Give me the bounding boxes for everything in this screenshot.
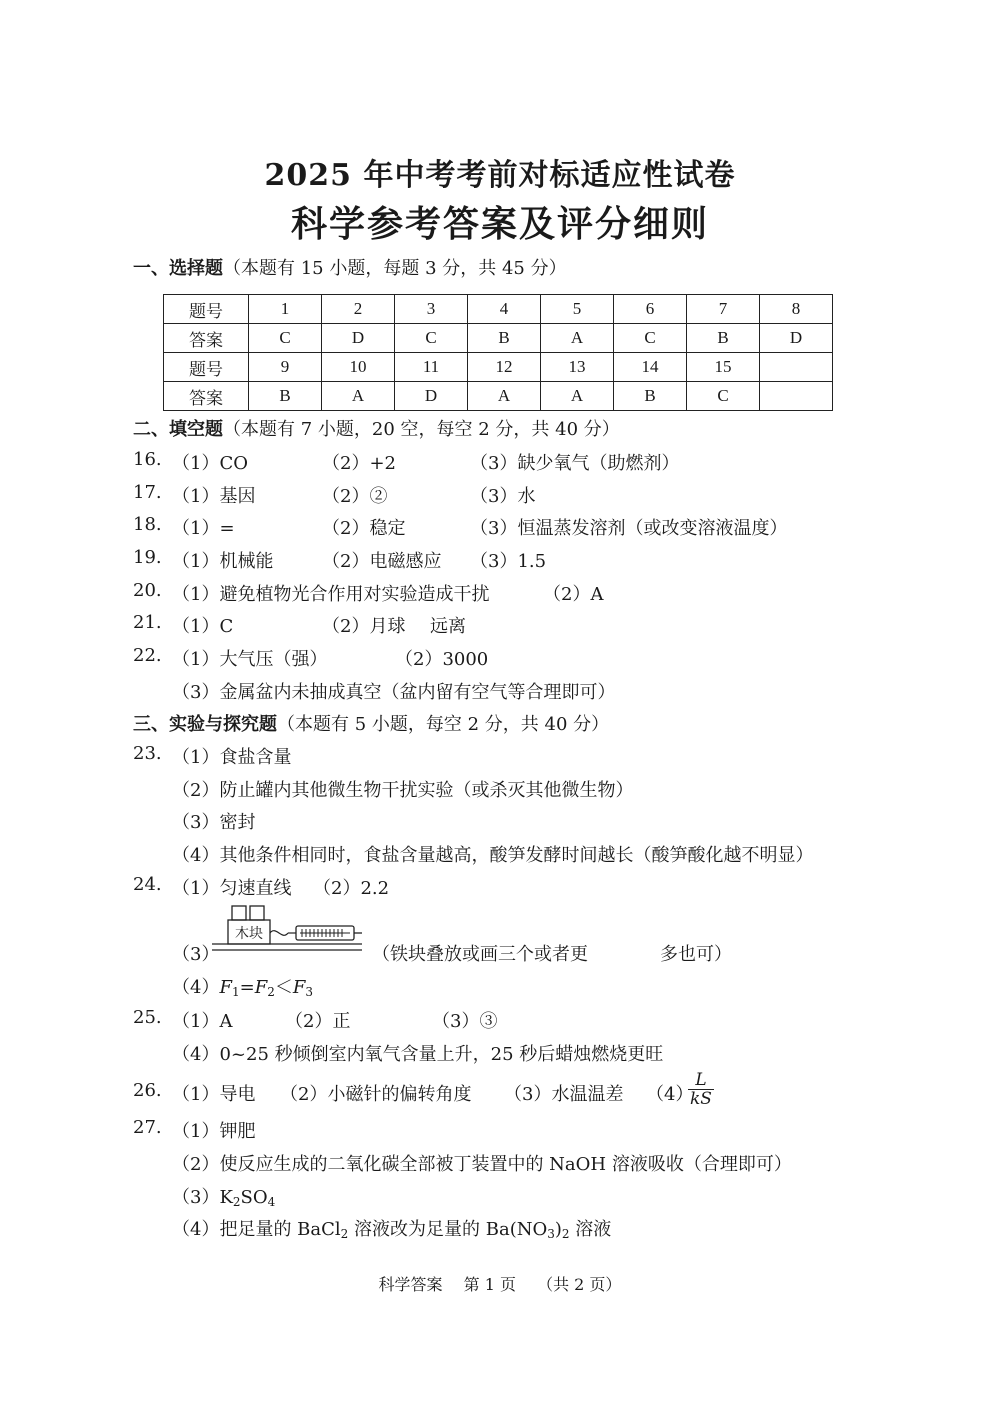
iron-block-1	[232, 906, 246, 920]
formula-part: 溶液改为足量的 Ba(NO	[348, 1219, 548, 1240]
section-fill-heading	[133, 415, 620, 441]
answer-part: （3）密封	[172, 812, 256, 833]
force-symbol: F	[292, 977, 306, 998]
subscript: 2	[561, 1227, 570, 1241]
question-number: 21.	[133, 612, 162, 633]
table-cell: C	[395, 324, 468, 353]
table-row	[164, 382, 833, 411]
table-cell	[760, 353, 833, 382]
answer-part: （1）C	[172, 616, 234, 637]
table-cell: A	[541, 324, 614, 353]
subscript: 4	[267, 1195, 276, 1209]
answer-part: （1）A	[172, 1011, 233, 1032]
table-cell: 答案	[164, 324, 249, 353]
question-number: 23.	[133, 743, 162, 764]
answer-part: （3）金属盆内未抽成真空（盆内留有空气等合理即可）	[172, 682, 616, 703]
table-cell: B	[468, 324, 541, 353]
answer-part: （3）水温温差	[504, 1084, 624, 1105]
question-number: 16.	[133, 449, 162, 470]
section-note: （本题有 5 小题，每空 2 分，共 40 分）	[277, 714, 610, 735]
subscript: 1	[231, 985, 240, 999]
answer-part: （1）=	[172, 518, 235, 539]
answer-part: （2）电磁感应	[322, 551, 442, 572]
answer-note: （铁块叠放或画三个或者更	[372, 944, 588, 965]
answer-part: （1）匀速直线	[172, 878, 292, 899]
equals-sign: =	[239, 977, 255, 998]
table-cell: 13	[541, 353, 614, 382]
answer-part: （1）钾肥	[172, 1121, 256, 1142]
answer-part: （2）使反应生成的二氧化碳全部被丁装置中的 NaOH 溶液吸收（合理即可）	[172, 1154, 792, 1175]
question-number: 17.	[133, 482, 162, 503]
table-cell: B	[249, 382, 322, 411]
question-number: 19.	[133, 547, 162, 568]
table-cell: 1	[249, 295, 322, 324]
table-cell: 15	[687, 353, 760, 382]
answer-part: （4）其他条件相同时，食盐含量越高，酸笋发酵时间越长（酸笋酸化越不明显）	[172, 845, 814, 866]
answer-key-title: 科学参考答案及评分细则	[290, 203, 709, 245]
section-note: （本题有 7 小题，20 空，每空 2 分，共 40 分）	[223, 419, 620, 440]
table-row	[164, 324, 833, 353]
answer-part: （2）②	[322, 486, 388, 507]
answer-part: （2）+2	[322, 453, 396, 474]
choice-answer-table	[163, 294, 833, 411]
string-hook	[270, 931, 288, 936]
answer-part: （1）导电	[172, 1084, 256, 1105]
table-cell: B	[614, 382, 687, 411]
table-cell: 题号	[164, 353, 249, 382]
fraction-l-over-ks	[688, 1071, 714, 1108]
table-cell: 6	[614, 295, 687, 324]
question-number: 26.	[133, 1080, 162, 1101]
table-cell: D	[395, 382, 468, 411]
scale-ticks	[300, 929, 350, 937]
table-cell: 答案	[164, 382, 249, 411]
formula-part: SO	[240, 1187, 268, 1208]
subscript: 2	[340, 1227, 349, 1241]
force-symbol: F	[254, 977, 268, 998]
force-symbol: F	[219, 977, 232, 998]
answer-part: （1）避免植物光合作用对实验造成干扰	[172, 584, 490, 605]
answer-part: （1）大气压（强）	[172, 649, 328, 670]
section-label: 三、实验与探究题	[133, 714, 277, 735]
answer-part: （3）缺少氧气（助燃剂）	[470, 453, 680, 474]
table-cell: A	[468, 382, 541, 411]
answer-part	[172, 973, 313, 999]
table-cell: D	[760, 324, 833, 353]
iron-block-2	[250, 906, 264, 920]
question-number: 20.	[133, 580, 162, 601]
formula-part: )	[554, 1219, 562, 1240]
table-cell: C	[249, 324, 322, 353]
table-cell: 8	[760, 295, 833, 324]
answer-part: （2）防止罐内其他微生物干扰实验（或杀灭其他微生物）	[172, 780, 634, 801]
question-number: 18.	[133, 514, 162, 535]
table-cell: A	[322, 382, 395, 411]
table-cell: A	[541, 382, 614, 411]
answer-part: （4）0~25 秒倾倒室内氧气含量上升，25 秒后蜡烛燃烧更旺	[172, 1044, 664, 1065]
subscript: 3	[305, 985, 313, 999]
block-spring-diagram	[212, 903, 362, 961]
table-cell: 14	[614, 353, 687, 382]
question-number: 22.	[133, 645, 162, 666]
subscript: 2	[232, 1195, 241, 1209]
section-label: 二、填空题	[133, 419, 223, 440]
table-cell: 10	[322, 353, 395, 382]
question-number: 25.	[133, 1007, 162, 1028]
answer-part: （1）基因	[172, 486, 256, 507]
table-cell: C	[687, 382, 760, 411]
answer-part: （2）小磁针的偏转角度	[280, 1084, 472, 1105]
answer-note: 多也可）	[660, 944, 732, 965]
answer-part: （2）正	[285, 1011, 351, 1032]
answer-part: （2）2.2	[313, 878, 390, 899]
answer-part: （3）恒温蒸发溶剂（或改变溶液温度）	[470, 518, 788, 539]
answer-part: （2）A	[543, 584, 604, 605]
formula-part: 溶液	[569, 1219, 612, 1240]
fraction-numerator: L	[688, 1071, 714, 1090]
formula-part: （4）把足量的 BaCl	[172, 1219, 341, 1240]
subscript: 3	[547, 1227, 555, 1241]
table-cell	[760, 382, 833, 411]
page-footer: 科学答案 第 1 页 （共 2 页）	[378, 1275, 622, 1294]
subscript: 2	[267, 985, 275, 999]
answer-part: （2）稳定	[322, 518, 406, 539]
section-note: （本题有 15 小题，每题 3 分，共 45 分）	[223, 258, 567, 279]
table-cell: 3	[395, 295, 468, 324]
formula-part: （3）K	[172, 1187, 233, 1208]
answer-part: （3）水	[470, 486, 536, 507]
section-label: 一、选择题	[133, 258, 223, 279]
table-row	[164, 353, 833, 382]
answer-part: 远离	[430, 616, 466, 637]
fraction-denominator: kS	[690, 1089, 712, 1109]
table-cell: 5	[541, 295, 614, 324]
table-cell: C	[614, 324, 687, 353]
answer-part	[172, 1215, 611, 1241]
answer-part: （2）3000	[395, 649, 489, 670]
table-cell: 11	[395, 353, 468, 382]
table-cell: 9	[249, 353, 322, 382]
table-cell: 4	[468, 295, 541, 324]
table-cell: 2	[322, 295, 395, 324]
table-row	[164, 295, 833, 324]
table-cell: 题号	[164, 295, 249, 324]
exam-title: 2025 年中考考前对标适应性试卷	[264, 158, 736, 193]
part-prefix: （4）	[172, 977, 220, 998]
question-number: 24.	[133, 874, 162, 895]
answer-part: （1）机械能	[172, 551, 274, 572]
answer-part: （3）	[172, 944, 220, 965]
answer-part	[172, 1183, 275, 1209]
answer-part: （1）CO	[172, 453, 248, 474]
table-cell: D	[322, 324, 395, 353]
section-choice-heading	[133, 254, 567, 280]
answer-part: （4）	[646, 1084, 694, 1105]
answer-part: （2）月球	[322, 616, 406, 637]
answer-part: （3）1.5	[470, 551, 547, 572]
less-than-sign: ＜	[274, 977, 293, 998]
table-cell: B	[687, 324, 760, 353]
table-cell: 12	[468, 353, 541, 382]
answer-part: （3）③	[432, 1011, 498, 1032]
table-cell: 7	[687, 295, 760, 324]
answer-part: （1）食盐含量	[172, 747, 292, 768]
section-experiment-heading	[133, 710, 609, 736]
wood-block-label: 木块	[235, 926, 263, 942]
question-number: 27.	[133, 1117, 162, 1138]
